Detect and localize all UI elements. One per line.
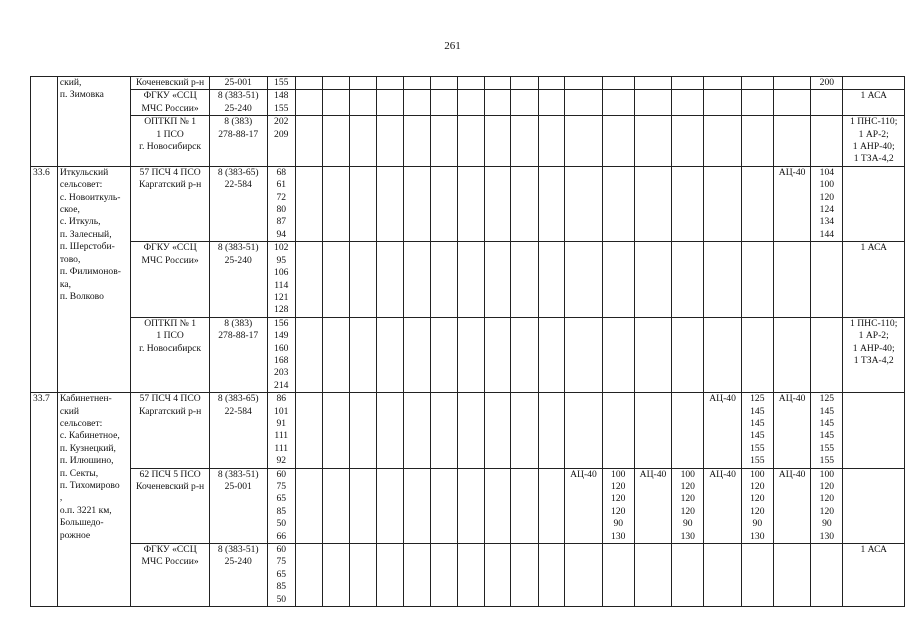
vehicle-cell	[565, 77, 602, 90]
vehicle-cell	[403, 544, 430, 607]
vehicle-cell	[511, 544, 538, 607]
vehicle-cell	[773, 90, 810, 116]
equipment-cell	[843, 77, 905, 90]
volume-cell	[741, 77, 773, 90]
volume-cell	[377, 393, 404, 468]
vehicle-cell	[634, 116, 671, 167]
volume-cell	[602, 393, 634, 468]
unit-cell: ФГКУ «ССЦ МЧС России»	[131, 544, 210, 607]
vehicle-cell	[704, 77, 741, 90]
volume-cell	[811, 317, 843, 392]
volume-cell	[538, 468, 565, 543]
time-cell: 148 155	[267, 90, 295, 116]
volume-cell	[602, 166, 634, 241]
vehicle-cell	[457, 393, 484, 468]
equipment-cell: 1 АСА	[843, 242, 905, 317]
time-cell: 86 101 91 111 111 92	[267, 393, 295, 468]
vehicle-cell	[457, 90, 484, 116]
vehicle-cell	[349, 116, 376, 167]
volume-cell	[484, 317, 511, 392]
vehicle-cell	[349, 77, 376, 90]
volume-cell	[741, 242, 773, 317]
vehicle-cell	[773, 242, 810, 317]
vehicle-cell: АЦ-40	[704, 468, 741, 543]
volume-cell: 125 145 145 145 155 155	[811, 393, 843, 468]
vehicle-cell	[403, 242, 430, 317]
unit-cell: ОПТКП № 1 1 ПСО г. Новосибирск	[131, 317, 210, 392]
volume-cell	[484, 116, 511, 167]
vehicle-cell	[511, 242, 538, 317]
volume-cell	[323, 468, 350, 543]
vehicle-cell	[349, 90, 376, 116]
volume-cell	[323, 90, 350, 116]
table-row	[31, 116, 905, 167]
volume-cell	[377, 317, 404, 392]
volume-cell	[430, 544, 457, 607]
vehicle-cell	[565, 544, 602, 607]
volume-cell	[672, 90, 704, 116]
settlement-cell: ский, п. Зимовка	[57, 77, 130, 167]
vehicle-cell	[295, 393, 322, 468]
equipment-cell: 1 АСА	[843, 90, 905, 116]
vehicle-cell: АЦ-40	[773, 468, 810, 543]
vehicle-cell	[565, 393, 602, 468]
phone-cell: 8 (383-65) 22-584	[209, 393, 267, 468]
volume-cell: 104 100 120 124 134 144	[811, 166, 843, 241]
section-number-cell: 33.7	[31, 393, 58, 607]
vehicle-cell	[511, 90, 538, 116]
time-cell: 155	[267, 77, 295, 90]
volume-cell	[602, 116, 634, 167]
volume-cell	[538, 116, 565, 167]
volume-cell	[377, 90, 404, 116]
table-row	[31, 242, 905, 317]
time-cell: 68 61 72 80 87 94	[267, 166, 295, 241]
volume-cell	[430, 393, 457, 468]
volume-cell	[377, 77, 404, 90]
volume-cell	[430, 77, 457, 90]
equipment-cell: 1 ПНС-110; 1 АР-2; 1 АНР-40; 1 ТЗА-4,2	[843, 317, 905, 392]
vehicle-cell	[511, 116, 538, 167]
vehicle-cell	[704, 242, 741, 317]
vehicle-cell	[295, 116, 322, 167]
vehicle-cell	[704, 90, 741, 116]
table-row	[31, 317, 905, 392]
volume-cell	[323, 242, 350, 317]
vehicle-cell: АЦ-40	[773, 393, 810, 468]
volume-cell	[741, 90, 773, 116]
volume-cell	[672, 544, 704, 607]
volume-cell	[430, 242, 457, 317]
vehicle-cell	[457, 544, 484, 607]
phone-cell: 8 (383-51) 25-240	[209, 90, 267, 116]
volume-cell	[602, 242, 634, 317]
volume-cell	[741, 544, 773, 607]
vehicle-cell	[565, 317, 602, 392]
phone-cell: 8 (383-51) 25-001	[209, 468, 267, 543]
vehicle-cell: АЦ-40	[565, 468, 602, 543]
volume-cell	[377, 116, 404, 167]
vehicle-cell	[295, 468, 322, 543]
volume-cell	[484, 393, 511, 468]
unit-cell: 57 ПСЧ 4 ПСО Каргатский р-н	[131, 166, 210, 241]
table-row	[31, 468, 905, 543]
vehicle-cell	[457, 166, 484, 241]
volume-cell	[323, 317, 350, 392]
phone-cell: 8 (383-65) 22-584	[209, 166, 267, 241]
vehicle-cell	[634, 393, 671, 468]
volume-cell	[538, 166, 565, 241]
volume-cell: 200	[811, 77, 843, 90]
volume-cell	[811, 242, 843, 317]
vehicle-cell	[295, 242, 322, 317]
time-cell: 156 149 160 168 203 214	[267, 317, 295, 392]
vehicle-cell	[403, 166, 430, 241]
vehicle-cell	[704, 317, 741, 392]
volume-cell	[377, 468, 404, 543]
volume-cell	[484, 468, 511, 543]
vehicle-cell	[295, 166, 322, 241]
volume-cell	[538, 544, 565, 607]
vehicle-cell	[773, 544, 810, 607]
volume-cell: 100 120 120 120 90 130	[741, 468, 773, 543]
vehicle-cell	[457, 468, 484, 543]
phone-cell: 25-001	[209, 77, 267, 90]
vehicle-cell	[403, 393, 430, 468]
section-number-cell: 33.6	[31, 166, 58, 392]
volume-cell	[377, 544, 404, 607]
vehicle-cell: АЦ-40	[773, 166, 810, 241]
volume-cell	[323, 116, 350, 167]
volume-cell: 125 145 145 145 155 155	[741, 393, 773, 468]
section-number-cell	[31, 77, 58, 167]
volume-cell	[811, 90, 843, 116]
vehicle-cell	[403, 116, 430, 167]
vehicle-cell	[457, 242, 484, 317]
vehicle-cell	[565, 242, 602, 317]
volume-cell	[741, 116, 773, 167]
vehicle-cell	[704, 116, 741, 167]
vehicle-cell	[704, 544, 741, 607]
volume-cell	[811, 116, 843, 167]
vehicle-cell	[511, 77, 538, 90]
vehicle-cell: АЦ-40	[704, 393, 741, 468]
vehicle-cell	[349, 544, 376, 607]
vehicle-cell	[634, 77, 671, 90]
unit-cell: ФГКУ «ССЦ МЧС России»	[131, 242, 210, 317]
volume-cell	[602, 77, 634, 90]
vehicle-cell: АЦ-40	[634, 468, 671, 543]
volume-cell	[672, 77, 704, 90]
volume-cell	[602, 544, 634, 607]
volume-cell	[538, 393, 565, 468]
volume-cell	[484, 77, 511, 90]
vehicle-cell	[349, 468, 376, 543]
vehicle-cell	[295, 77, 322, 90]
volume-cell: 100 120 120 120 90 130	[811, 468, 843, 543]
vehicle-cell	[511, 468, 538, 543]
volume-cell	[602, 317, 634, 392]
vehicle-cell	[565, 90, 602, 116]
equipment-cell	[843, 468, 905, 543]
volume-cell	[538, 77, 565, 90]
equipment-cell	[843, 393, 905, 468]
vehicle-cell	[349, 242, 376, 317]
phone-cell: 8 (383) 278-88-17	[209, 116, 267, 167]
vehicle-cell	[349, 317, 376, 392]
unit-cell: Коченевский р-н	[131, 77, 210, 90]
resource-table	[30, 76, 905, 607]
equipment-cell	[843, 166, 905, 241]
volume-cell	[430, 468, 457, 543]
volume-cell	[672, 242, 704, 317]
vehicle-cell	[773, 317, 810, 392]
vehicle-cell	[773, 116, 810, 167]
volume-cell	[484, 90, 511, 116]
page-number: 261	[444, 40, 461, 52]
volume-cell	[430, 166, 457, 241]
vehicle-cell	[511, 317, 538, 392]
volume-cell	[484, 242, 511, 317]
time-cell: 202 209	[267, 116, 295, 167]
volume-cell	[430, 90, 457, 116]
volume-cell	[741, 317, 773, 392]
volume-cell	[538, 317, 565, 392]
vehicle-cell	[295, 317, 322, 392]
volume-cell: 100 120 120 120 90 130	[672, 468, 704, 543]
volume-cell	[484, 166, 511, 241]
equipment-cell: 1 ПНС-110; 1 АР-2; 1 АНР-40; 1 ТЗА-4,2	[843, 116, 905, 167]
volume-cell	[538, 90, 565, 116]
vehicle-cell	[295, 544, 322, 607]
volume-cell	[323, 77, 350, 90]
unit-cell: ФГКУ «ССЦ МЧС России»	[131, 90, 210, 116]
time-cell: 60 75 65 85 50	[267, 544, 295, 607]
volume-cell	[323, 393, 350, 468]
equipment-cell: 1 АСА	[843, 544, 905, 607]
time-cell: 102 95 106 114 121 128	[267, 242, 295, 317]
table-row	[31, 393, 905, 468]
table-row	[31, 77, 905, 90]
vehicle-cell	[634, 90, 671, 116]
vehicle-cell	[634, 242, 671, 317]
vehicle-cell	[634, 544, 671, 607]
vehicle-cell	[457, 317, 484, 392]
vehicle-cell	[565, 166, 602, 241]
vehicle-cell	[457, 77, 484, 90]
table-row	[31, 90, 905, 116]
phone-cell: 8 (383-51) 25-240	[209, 242, 267, 317]
volume-cell	[672, 317, 704, 392]
vehicle-cell	[403, 317, 430, 392]
vehicle-cell	[773, 77, 810, 90]
volume-cell	[741, 166, 773, 241]
settlement-cell: Кабинетнен- ский сельсовет: с. Кабинетное, п. Кузнецкий, п. Илюшино, п. Секты, п. Тихомирово , о.п. 3221 км, Большедо- рожное	[57, 393, 130, 607]
vehicle-cell	[511, 166, 538, 241]
volume-cell	[323, 166, 350, 241]
vehicle-cell	[511, 393, 538, 468]
vehicle-cell	[634, 317, 671, 392]
vehicle-cell	[704, 166, 741, 241]
volume-cell	[323, 544, 350, 607]
volume-cell	[430, 116, 457, 167]
volume-cell	[484, 544, 511, 607]
table-row	[31, 544, 905, 607]
vehicle-cell	[403, 77, 430, 90]
unit-cell: 57 ПСЧ 4 ПСО Каргатский р-н	[131, 393, 210, 468]
volume-cell	[377, 242, 404, 317]
volume-cell	[672, 116, 704, 167]
vehicle-cell	[295, 90, 322, 116]
unit-cell: ОПТКП № 1 1 ПСО г. Новосибирск	[131, 116, 210, 167]
settlement-cell: Иткульский сельсовет: с. Новоиткуль- ское, с. Иткуль, п. Залесный, п. Шерстоби- тово, п. Филимонов- ка, п. Волково	[57, 166, 130, 392]
volume-cell	[430, 317, 457, 392]
vehicle-cell	[349, 166, 376, 241]
vehicle-cell	[457, 116, 484, 167]
phone-cell: 8 (383-51) 25-240	[209, 544, 267, 607]
volume-cell: 100 120 120 120 90 130	[602, 468, 634, 543]
time-cell: 60 75 65 85 50 66	[267, 468, 295, 543]
vehicle-cell	[634, 166, 671, 241]
vehicle-cell	[403, 90, 430, 116]
volume-cell	[377, 166, 404, 241]
volume-cell	[602, 90, 634, 116]
volume-cell	[811, 544, 843, 607]
phone-cell: 8 (383) 278-88-17	[209, 317, 267, 392]
vehicle-cell	[565, 116, 602, 167]
volume-cell	[672, 166, 704, 241]
volume-cell	[672, 393, 704, 468]
vehicle-cell	[349, 393, 376, 468]
volume-cell	[538, 242, 565, 317]
table-row	[31, 166, 905, 241]
unit-cell: 62 ПСЧ 5 ПСО Коченевский р-н	[131, 468, 210, 543]
vehicle-cell	[403, 468, 430, 543]
